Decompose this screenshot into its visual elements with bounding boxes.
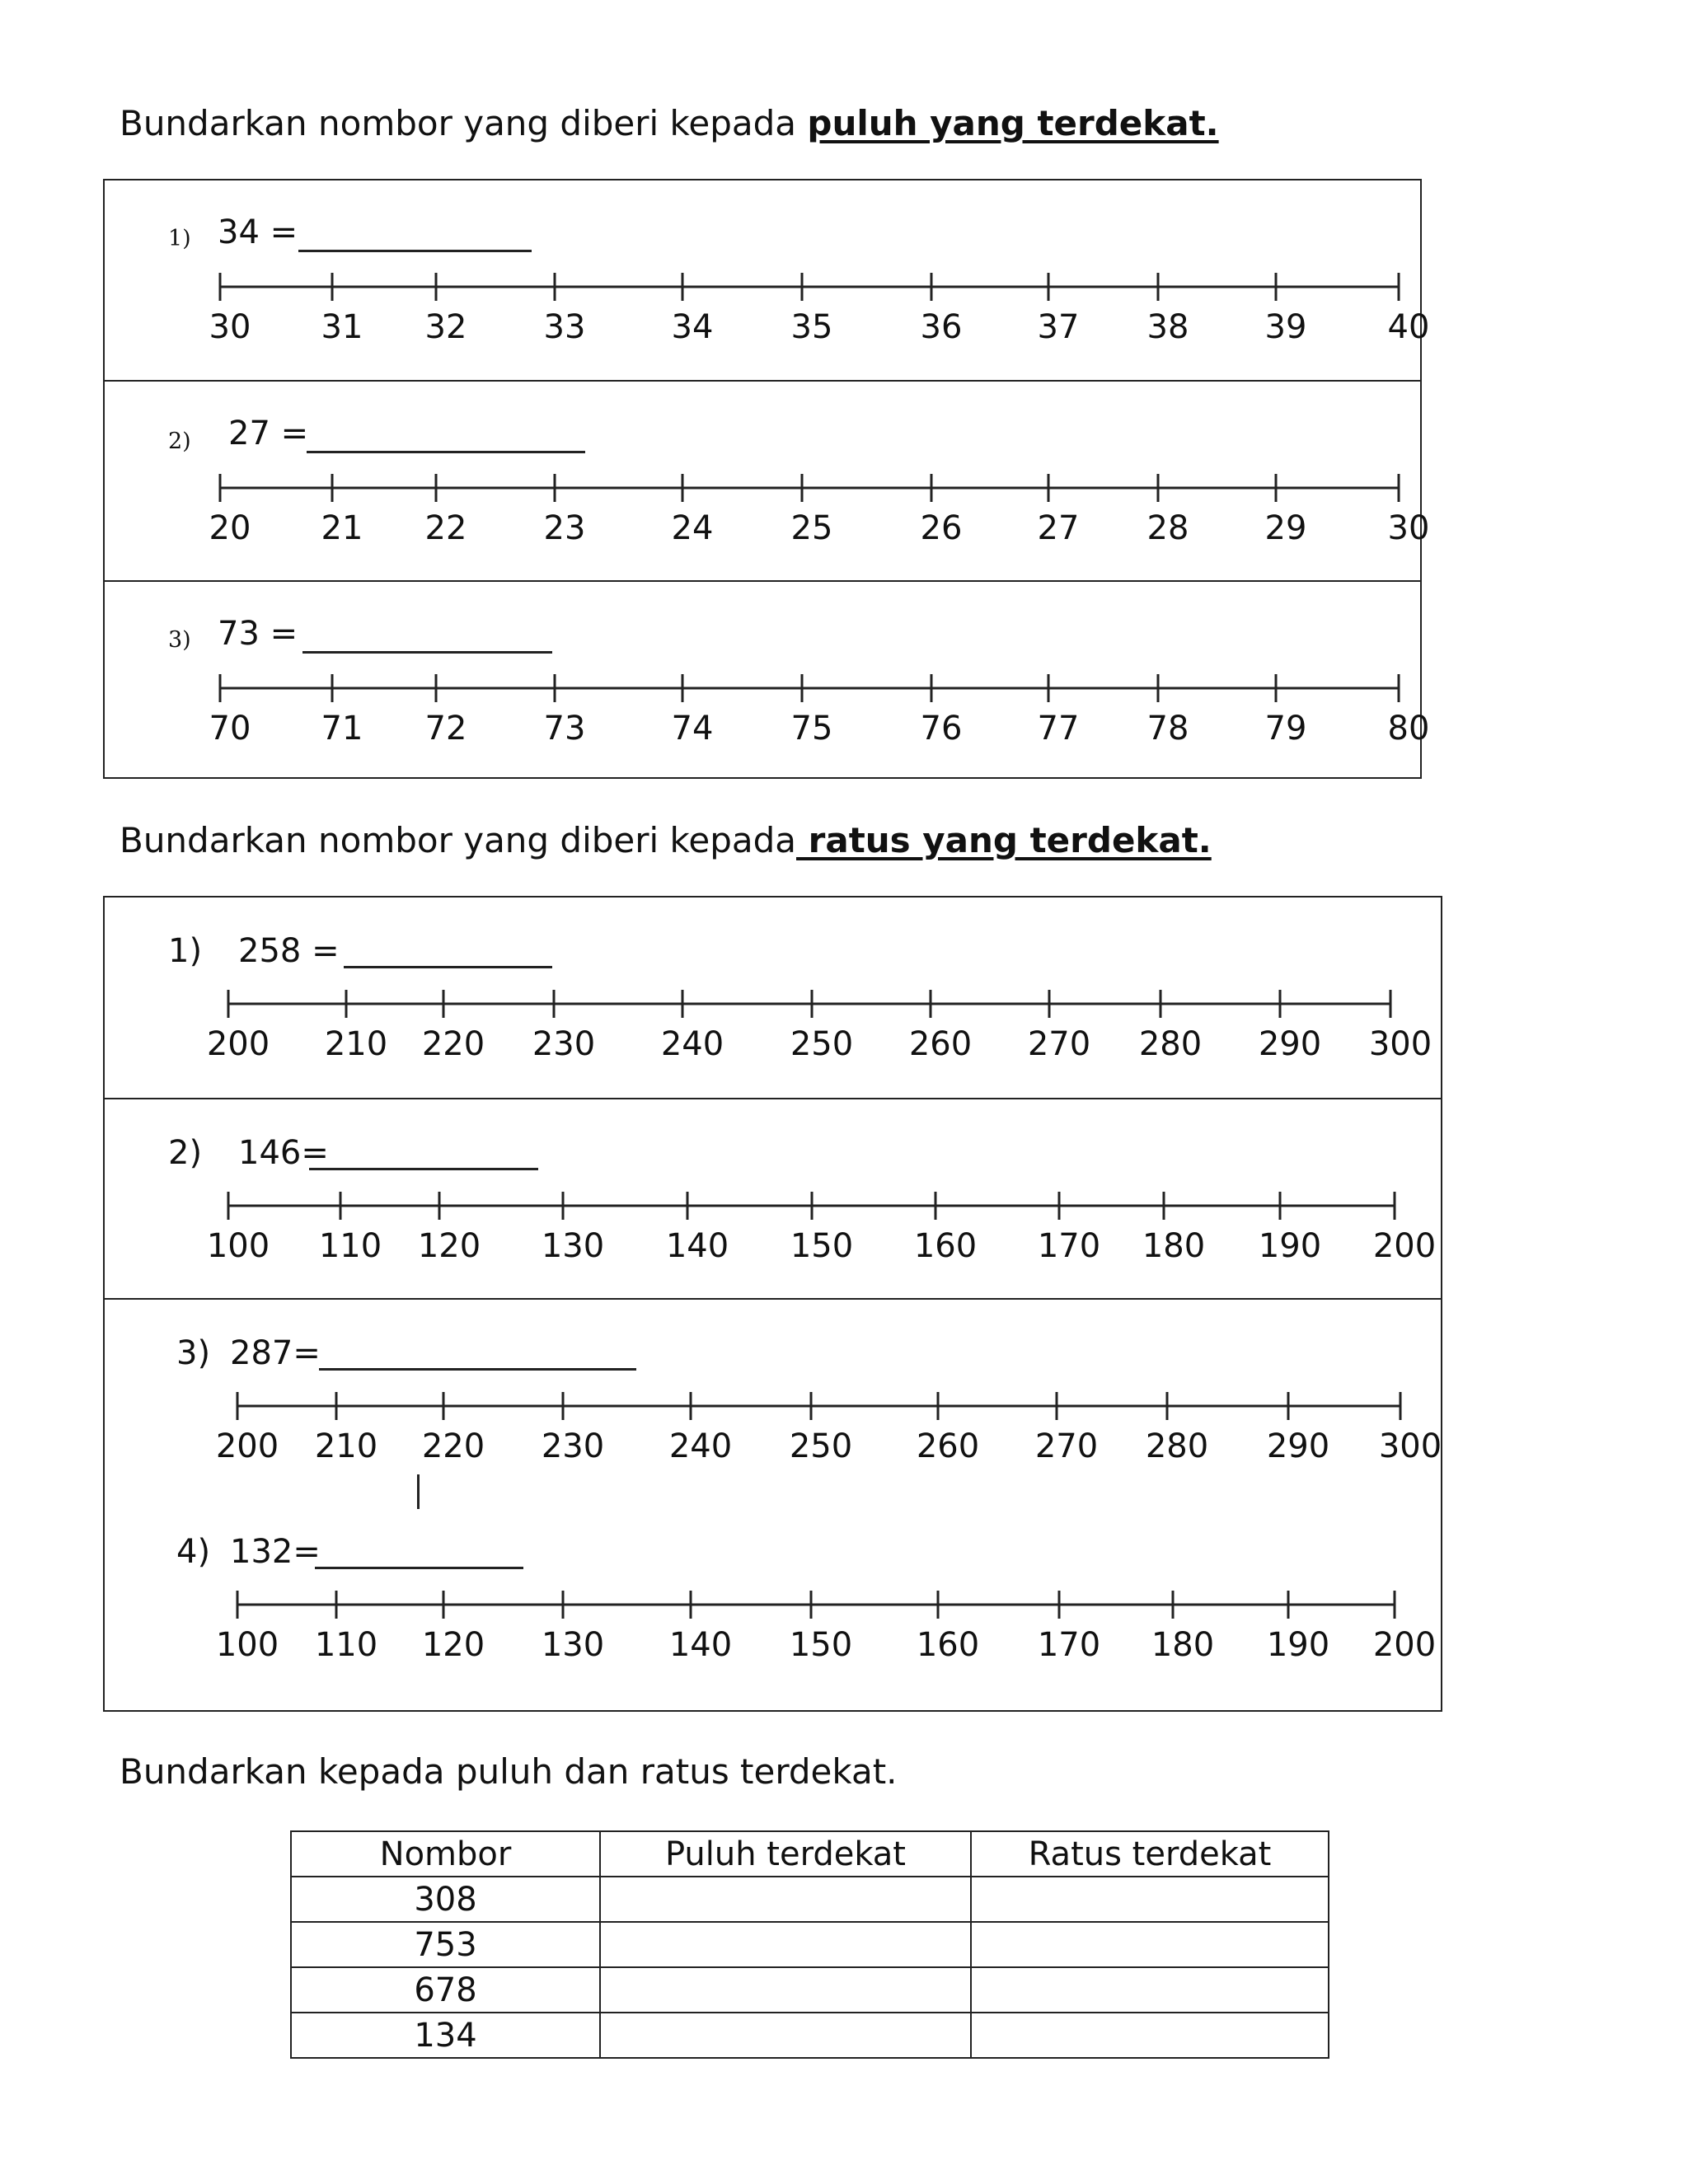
tick-label: 270 — [1027, 1025, 1091, 1063]
cell-ratus-answer[interactable] — [971, 2013, 1329, 2058]
tick-label: 200 — [206, 1025, 270, 1063]
tick-label: 78 — [1146, 710, 1189, 748]
section1-box — [103, 179, 1430, 779]
tick-label: 190 — [1258, 1227, 1322, 1265]
tick-label: 24 — [671, 509, 714, 547]
question-expression: 34 = — [218, 213, 298, 251]
cell-puluh-answer[interactable] — [600, 2013, 971, 2058]
question-number: 2) — [168, 429, 191, 454]
tick-label: 240 — [660, 1025, 724, 1063]
tick-label: 220 — [421, 1025, 485, 1063]
tick-label: 200 — [1372, 1626, 1437, 1664]
tick-label: 300 — [1368, 1025, 1432, 1063]
table-row — [291, 1877, 1329, 1922]
section1-instruction-emphasis: puluh yang terdekat. — [807, 103, 1219, 143]
question-number: 3) — [176, 1334, 211, 1372]
s2-question-row — [105, 898, 1441, 1098]
rounding-table — [290, 1830, 1329, 2059]
question-expression: 27 = — [228, 415, 309, 452]
tick-label: 39 — [1264, 308, 1307, 346]
cell-ratus-answer[interactable] — [971, 1877, 1329, 1922]
cell-number: 134 — [291, 2013, 600, 2058]
tick-label: 150 — [789, 1626, 853, 1664]
tick-label: 30 — [1387, 509, 1430, 547]
tick-label: 230 — [532, 1025, 596, 1063]
tick-label: 260 — [916, 1427, 980, 1465]
cell-ratus-answer[interactable] — [971, 1922, 1329, 1967]
tick-label: 28 — [1146, 509, 1189, 547]
question-number: 4) — [176, 1533, 211, 1571]
tick-label: 230 — [541, 1427, 605, 1465]
tick-label: 30 — [209, 308, 251, 346]
tick-label: 140 — [665, 1227, 729, 1265]
tick-label: 36 — [920, 308, 963, 346]
tick-label: 200 — [215, 1427, 279, 1465]
table-header-row — [291, 1831, 1329, 1877]
table-row — [291, 1922, 1329, 1967]
tick-label: 34 — [671, 308, 714, 346]
tick-label: 79 — [1264, 710, 1307, 748]
tick-label: 35 — [790, 308, 833, 346]
tick-label: 32 — [424, 308, 467, 346]
tick-label: 170 — [1037, 1227, 1101, 1265]
question-number: 1) — [168, 932, 203, 970]
s1-question-row — [105, 580, 1430, 780]
tick-label: 38 — [1146, 308, 1189, 346]
header-nombor: Nombor — [291, 1831, 600, 1877]
tick-label: 260 — [908, 1025, 973, 1063]
section2-instruction-emphasis: ratus yang terdekat. — [796, 820, 1212, 860]
tick-label: 250 — [790, 1025, 854, 1063]
tick-label: 220 — [421, 1427, 485, 1465]
tick-label: 160 — [913, 1227, 978, 1265]
s1-question-row — [105, 380, 1430, 580]
question-expression: 287= — [230, 1334, 321, 1372]
tick-label: 75 — [790, 710, 833, 748]
tick-label: 130 — [541, 1626, 605, 1664]
section3-instruction: Bundarkan kepada puluh dan ratus terdekat. — [120, 1751, 898, 1792]
tick-label: 300 — [1378, 1427, 1442, 1465]
tick-label: 240 — [668, 1427, 733, 1465]
tick-label: 120 — [417, 1227, 481, 1265]
section1-instruction-text: Bundarkan nombor yang diberi kepada — [120, 103, 808, 143]
question-expression: 146= — [238, 1134, 329, 1172]
s1-question-row — [105, 180, 1430, 380]
tick-label: 250 — [789, 1427, 853, 1465]
tick-label: 21 — [321, 509, 363, 547]
tick-label: 170 — [1037, 1626, 1101, 1664]
tick-label: 210 — [324, 1025, 388, 1063]
header-ratus-terdekat: Ratus terdekat — [971, 1831, 1329, 1877]
cell-number: 678 — [291, 1967, 600, 2013]
cell-ratus-answer[interactable] — [971, 1967, 1329, 2013]
number-line — [105, 582, 1430, 782]
number-line — [105, 1498, 1444, 1713]
cell-puluh-answer[interactable] — [600, 1877, 971, 1922]
cell-number: 753 — [291, 1922, 600, 1967]
number-line — [105, 1300, 1444, 1500]
question-expression: 73 = — [218, 615, 298, 653]
tick-label: 37 — [1037, 308, 1080, 346]
tick-label: 210 — [314, 1427, 378, 1465]
tick-label: 150 — [790, 1227, 854, 1265]
tick-label: 200 — [1372, 1227, 1437, 1265]
tick-label: 31 — [321, 308, 363, 346]
section2-box — [103, 896, 1442, 1712]
s2-question-row — [105, 1298, 1441, 1498]
table-row — [291, 1967, 1329, 2013]
header-puluh-terdekat: Puluh terdekat — [600, 1831, 971, 1877]
cell-puluh-answer[interactable] — [600, 1922, 971, 1967]
number-line — [105, 1099, 1444, 1300]
tick-label: 40 — [1387, 308, 1430, 346]
question-expression: 132= — [230, 1533, 321, 1571]
s2-question-row — [105, 1498, 1441, 1713]
tick-label: 100 — [215, 1626, 279, 1664]
tick-label: 33 — [543, 308, 586, 346]
question-number: 3) — [168, 627, 191, 653]
section2-instruction-text: Bundarkan nombor yang diberi kepada — [120, 820, 797, 860]
tick-label: 77 — [1037, 710, 1080, 748]
tick-label: 280 — [1138, 1025, 1203, 1063]
tick-label: 130 — [541, 1227, 605, 1265]
tick-label: 290 — [1258, 1025, 1322, 1063]
tick-label: 290 — [1266, 1427, 1330, 1465]
cell-puluh-answer[interactable] — [600, 1967, 971, 2013]
table-row — [291, 2013, 1329, 2058]
tick-label: 80 — [1387, 710, 1430, 748]
section2-instruction — [120, 820, 1212, 860]
question-number: 2) — [168, 1134, 203, 1172]
number-line — [105, 898, 1444, 1098]
tick-label: 70 — [209, 710, 251, 748]
tick-label: 190 — [1266, 1626, 1330, 1664]
tick-label: 71 — [321, 710, 363, 748]
tick-label: 110 — [318, 1227, 382, 1265]
tick-label: 180 — [1142, 1227, 1206, 1265]
tick-label: 26 — [920, 509, 963, 547]
tick-label: 29 — [1264, 509, 1307, 547]
tick-label: 120 — [421, 1626, 485, 1664]
tick-label: 140 — [668, 1626, 733, 1664]
question-expression: 258 = — [238, 932, 340, 970]
tick-label: 27 — [1037, 509, 1080, 547]
tick-label: 180 — [1151, 1626, 1215, 1664]
tick-label: 280 — [1145, 1427, 1209, 1465]
s2-question-row — [105, 1098, 1441, 1298]
section1-instruction — [120, 103, 1219, 143]
tick-label: 73 — [543, 710, 586, 748]
tick-label: 74 — [671, 710, 714, 748]
number-line — [105, 382, 1430, 582]
tick-label: 22 — [424, 509, 467, 547]
tick-label: 72 — [424, 710, 467, 748]
tick-label: 25 — [790, 509, 833, 547]
tick-label: 160 — [916, 1626, 980, 1664]
tick-label: 76 — [920, 710, 963, 748]
tick-label: 100 — [206, 1227, 270, 1265]
tick-label: 23 — [543, 509, 586, 547]
number-line — [105, 180, 1430, 380]
tick-label: 270 — [1034, 1427, 1099, 1465]
cell-number: 308 — [291, 1877, 600, 1922]
tick-label: 20 — [209, 509, 251, 547]
question-number: 1) — [168, 226, 191, 251]
tick-label: 110 — [314, 1626, 378, 1664]
